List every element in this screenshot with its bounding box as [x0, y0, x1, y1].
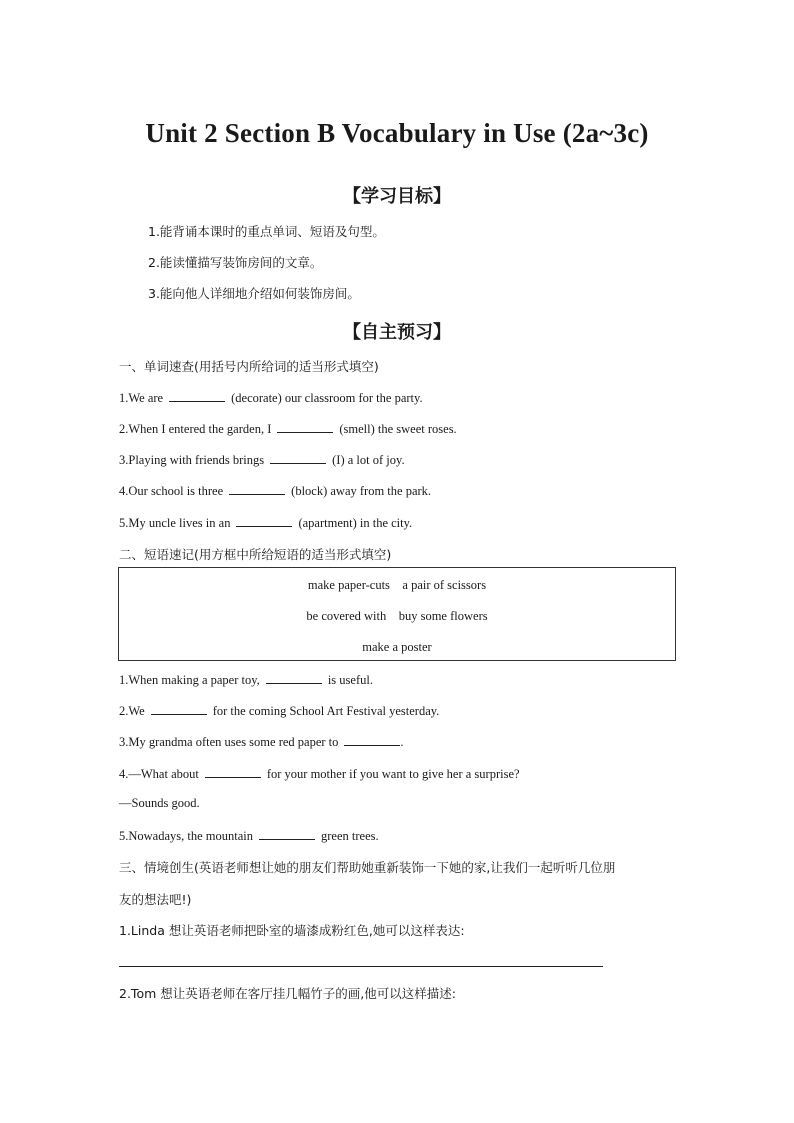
exercise-item: [119, 702, 439, 719]
exercise-text: 5.Nowadays, the mountain: [119, 829, 254, 843]
exercise-text: 1.We are: [119, 391, 164, 405]
scenario-question: 2.Tom 想让英语老师在客厅挂几幅竹子的画,他可以这样描述:: [119, 986, 456, 1001]
exercise-text: green trees.: [321, 829, 379, 843]
exercise-item: —Sounds good.: [119, 796, 200, 810]
goal-item: 3.能向他人详细地介绍如何装饰房间。: [148, 286, 360, 301]
exercise-text: 3.Playing with friends brings: [119, 453, 265, 467]
fill-blank[interactable]: [151, 702, 207, 715]
scenario-question: 1.Linda 想让英语老师把卧室的墙漆成粉红色,她可以这样表达:: [119, 923, 465, 938]
phrase-row: be covered with buy some flowers: [306, 609, 488, 623]
exercise-text: 2.We: [119, 704, 145, 718]
exercise-text: is useful.: [327, 673, 373, 687]
exercise-item: [119, 671, 373, 688]
goal-item: 2.能读懂描写装饰房间的文章。: [148, 255, 323, 270]
preview-heading: 【自主预习】: [343, 322, 451, 343]
fill-blank[interactable]: [277, 420, 333, 433]
goals-heading: 【学习目标】: [343, 186, 451, 207]
exercise-item: [119, 733, 404, 750]
exercise-text: 4.—What about: [119, 767, 199, 781]
fill-blank[interactable]: [344, 733, 400, 746]
exercise-text: 1.When making a paper toy,: [119, 673, 260, 687]
exercise-text: (block) away from the park.: [291, 484, 432, 498]
exercise-item: [119, 827, 379, 844]
part1-title: 一、单词速查(用括号内所给词的适当形式填空): [119, 359, 379, 374]
fill-blank[interactable]: [266, 671, 322, 684]
exercise-text: (smell) the sweet roses.: [339, 422, 457, 436]
exercise-text: 4.Our school is three: [119, 484, 224, 498]
exercise-item: [119, 765, 520, 782]
part2-title: 二、短语速记(用方框中所给短语的适当形式填空): [119, 547, 392, 562]
goal-item: 1.能背诵本课时的重点单词、短语及句型。: [148, 224, 385, 239]
exercise-item: [119, 482, 431, 499]
exercise-text: 2.When I entered the garden, I: [119, 422, 272, 436]
fill-blank[interactable]: [270, 451, 326, 464]
exercise-item: [119, 420, 457, 437]
phrase-box: [118, 567, 676, 661]
phrase-row: make paper-cuts a pair of scissors: [307, 578, 487, 592]
page-title: Unit 2 Section B Vocabulary in Use (2a~3c): [145, 118, 649, 148]
fill-blank[interactable]: [229, 482, 285, 495]
exercise-text: for the coming School Art Festival yesterday.: [212, 704, 440, 718]
phrase-row: make a poster: [362, 640, 432, 654]
fill-blank[interactable]: [236, 514, 292, 527]
exercise-text: (I) a lot of joy.: [332, 453, 405, 467]
answer-line[interactable]: [119, 966, 603, 967]
exercise-text: 3.My grandma often uses some red paper to: [119, 735, 339, 749]
exercise-text: .: [400, 735, 404, 749]
part3-title: 三、情境创生(英语老师想让她的朋友们帮助她重新装饰一下她的家,让我们一起听听几位朋: [119, 860, 616, 875]
exercise-text: 5.My uncle lives in an: [119, 516, 231, 530]
exercise-text: for your mother if you want to give her a surprise?: [266, 767, 520, 781]
fill-blank[interactable]: [169, 389, 225, 402]
exercise-text: (apartment) in the city.: [298, 516, 413, 530]
part3-title-continued: 友的想法吧!): [119, 892, 192, 907]
exercise-item: [119, 514, 412, 531]
exercise-text: (decorate) our classroom for the party.: [231, 391, 423, 405]
fill-blank[interactable]: [259, 827, 315, 840]
exercise-item: [119, 389, 423, 406]
exercise-item: [119, 451, 405, 468]
fill-blank[interactable]: [205, 765, 261, 778]
